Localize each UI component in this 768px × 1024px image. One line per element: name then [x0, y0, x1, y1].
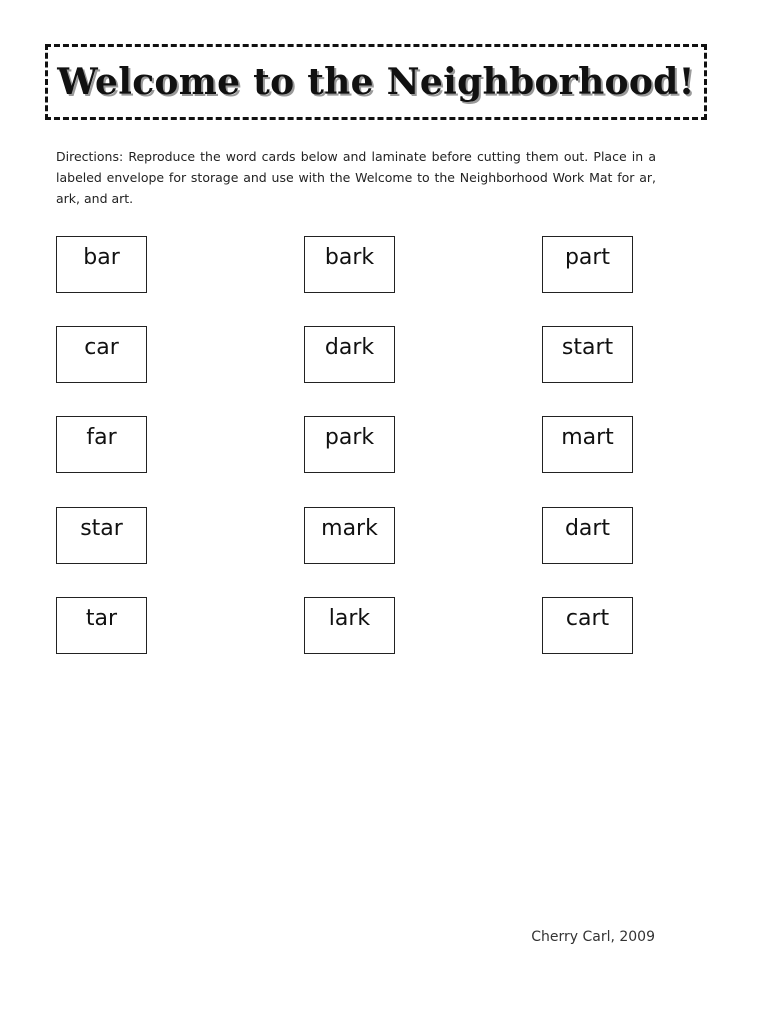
word-card-star: star	[56, 507, 147, 564]
word-card-part: part	[542, 236, 633, 293]
word-card-bark: bark	[304, 236, 395, 293]
word-card-cart: cart	[542, 597, 633, 654]
word-card-bar: bar	[56, 236, 147, 293]
word-card-tar: tar	[56, 597, 147, 654]
page-title: Welcome to the Neighborhood!	[57, 61, 695, 103]
author-credit: Cherry Carl, 2009	[531, 929, 655, 945]
word-card-start: start	[542, 326, 633, 383]
word-card-lark: lark	[304, 597, 395, 654]
word-card-mark: mark	[304, 507, 395, 564]
word-card-mart: mart	[542, 416, 633, 473]
word-card-dart: dart	[542, 507, 633, 564]
word-card-car: car	[56, 326, 147, 383]
word-card-dark: dark	[304, 326, 395, 383]
word-card-far: far	[56, 416, 147, 473]
directions-text: Directions: Reproduce the word cards below and laminate before cutting them out. Place in a labeled envelope for storage and use with the Welcome to the Neighborhood Work Mat for ar, ark, and art.	[56, 149, 656, 206]
word-card-park: park	[304, 416, 395, 473]
title-banner	[45, 44, 707, 120]
